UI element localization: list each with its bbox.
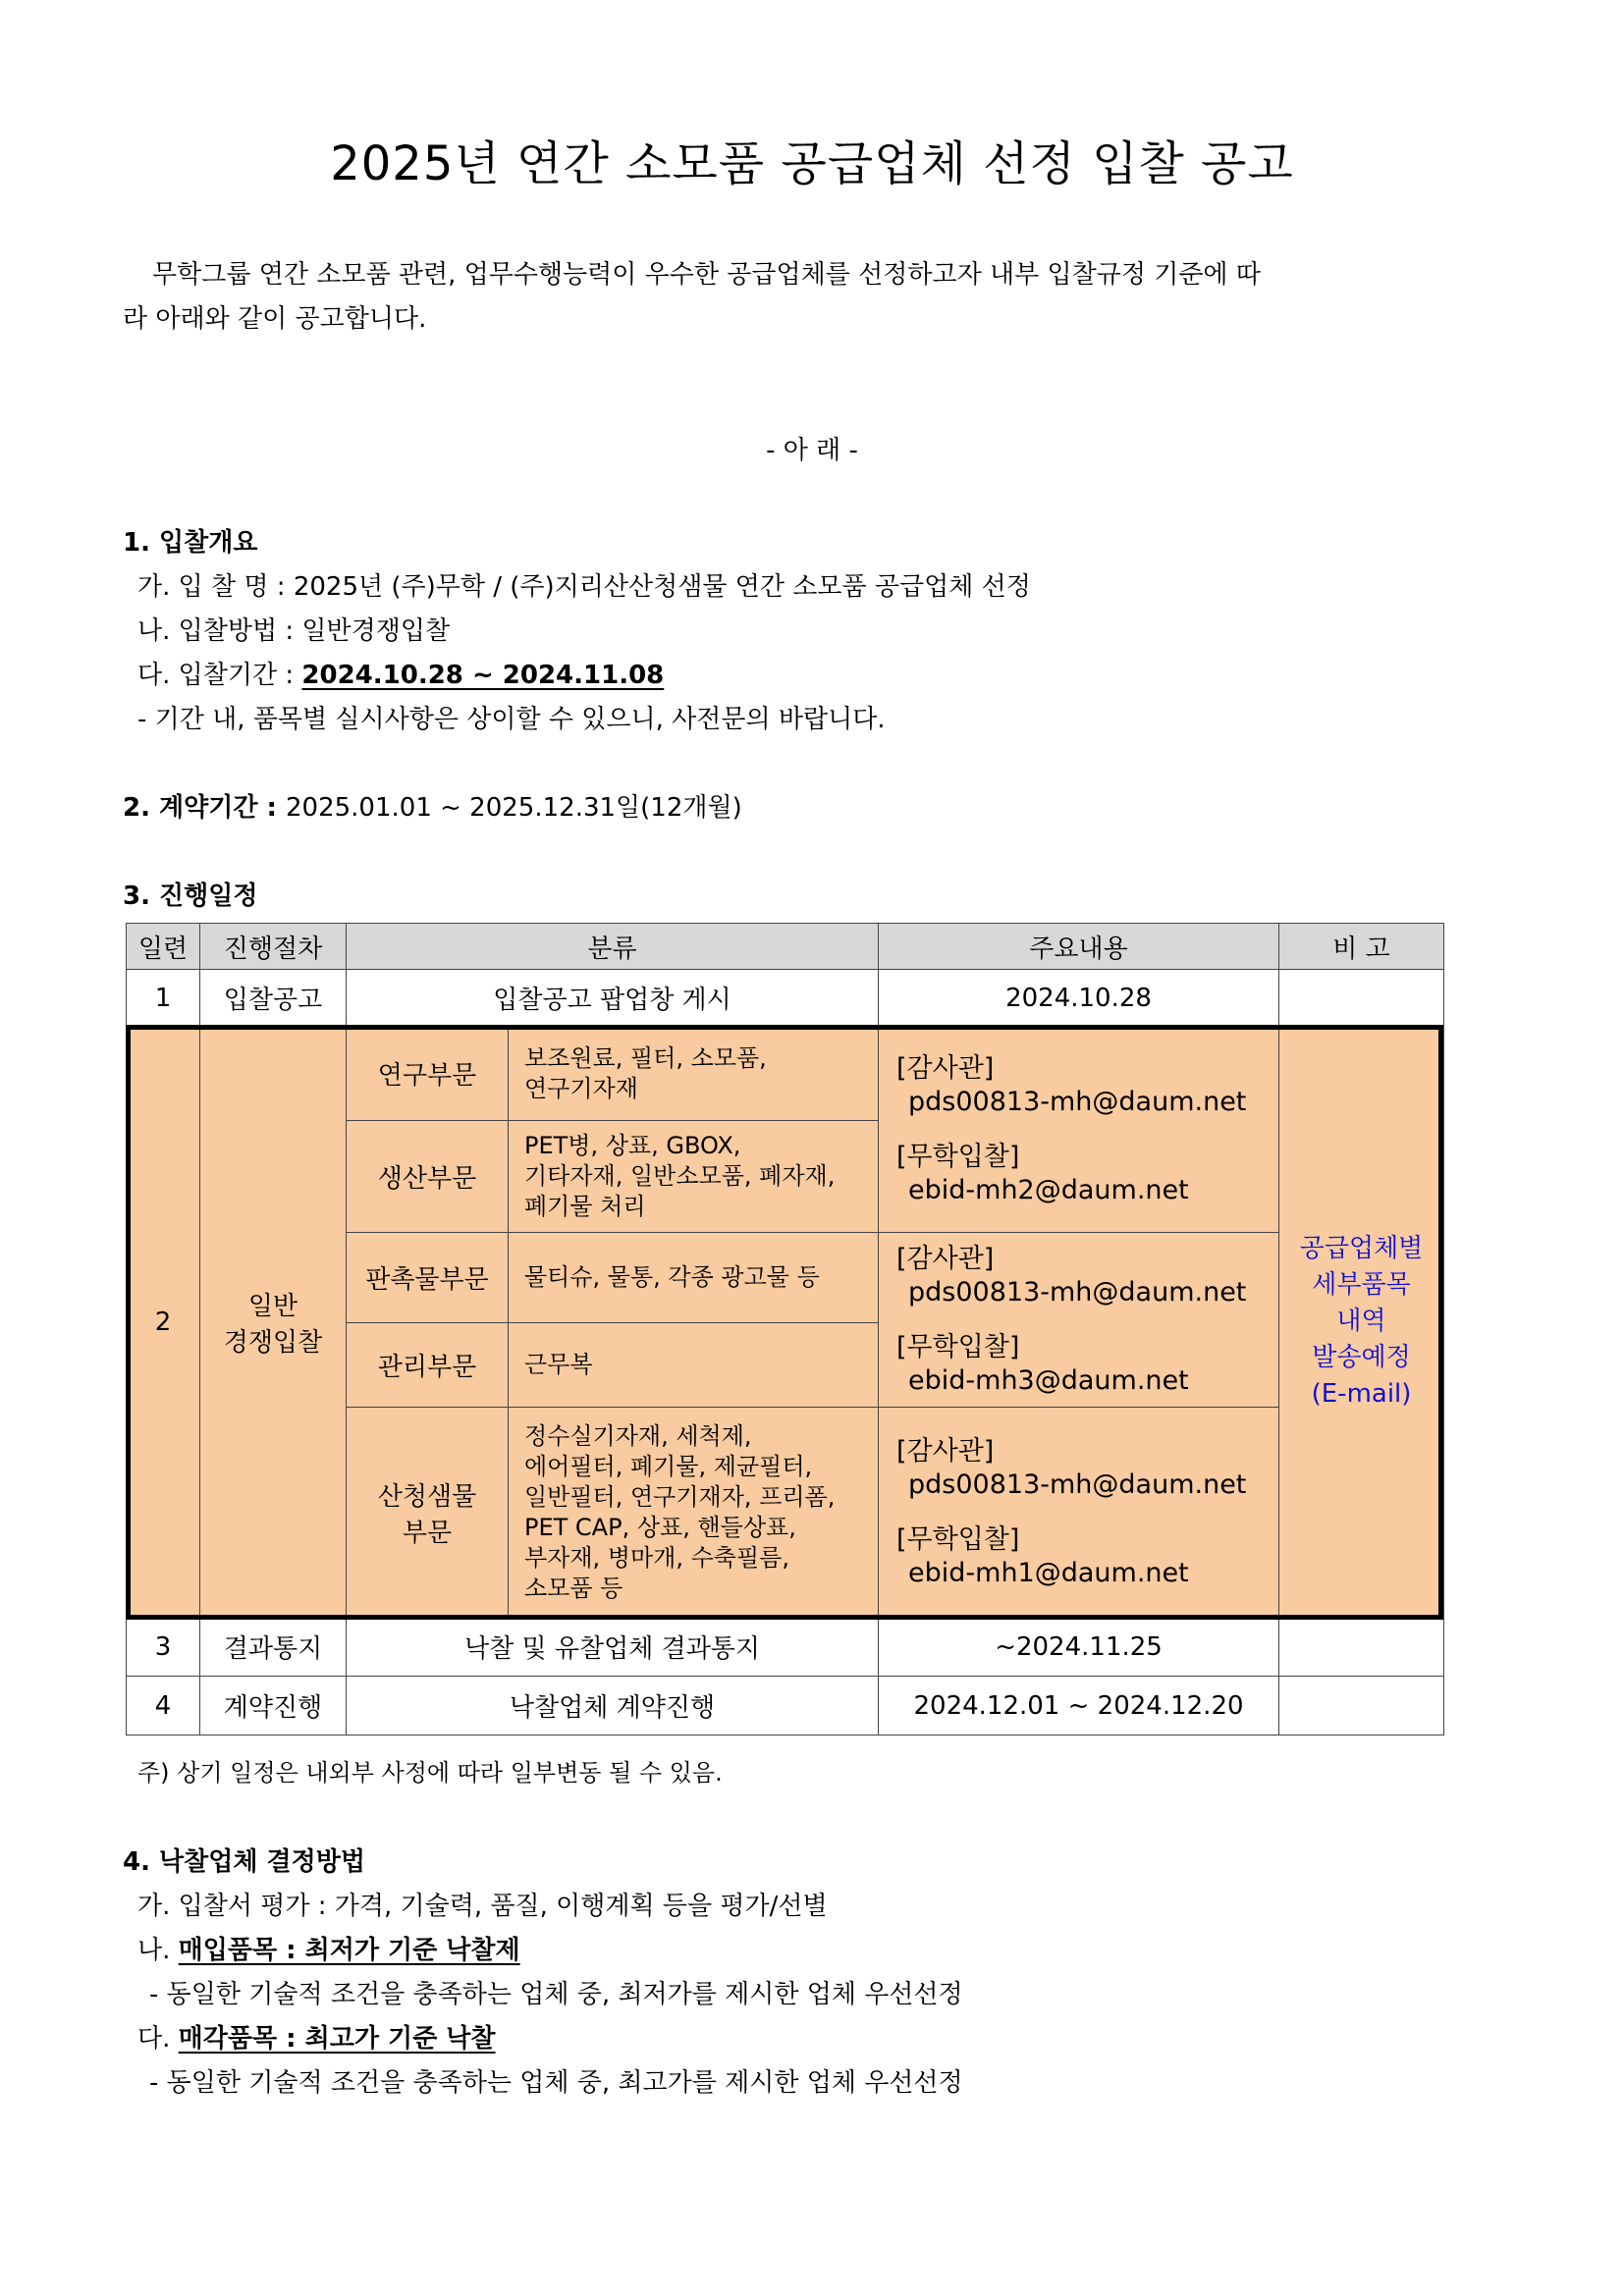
intro-line-1: 무학그룹 연간 소모품 관련, 업무수행능력이 우수한 공급업체를 선정하고자 내부 입찰규정 기준에 따 bbox=[152, 260, 1261, 290]
item-line: 에어필터, 폐기물, 제균필터, bbox=[524, 1452, 813, 1480]
contact-group-1 bbox=[879, 1027, 1279, 1233]
row1-category: 입찰공고 팝업창 게시 bbox=[347, 970, 879, 1027]
header-content: 주요내용 bbox=[879, 924, 1279, 970]
items-research bbox=[509, 1027, 879, 1121]
bid-period-label: 다. 입찰기간 : bbox=[137, 661, 302, 690]
row2-step-line2: 경쟁입찰 bbox=[223, 1327, 323, 1358]
remark-line: 공급업체별 bbox=[1299, 1234, 1424, 1263]
section2-heading: 2. 계약기간 : bbox=[123, 793, 286, 823]
row4-no: 4 bbox=[127, 1677, 200, 1735]
contact-label: [무학입찰] bbox=[896, 1331, 1020, 1362]
dept-line: 산청샘물 bbox=[377, 1481, 477, 1512]
notice-marker: - 아 래 - bbox=[766, 436, 858, 465]
item-line: 기타자재, 일반소모품, 폐자재, bbox=[524, 1162, 836, 1190]
bid-period bbox=[137, 655, 664, 691]
row3-remark bbox=[1279, 1618, 1444, 1677]
table-row bbox=[127, 1618, 1444, 1677]
remark-line: 발송예정 bbox=[1312, 1343, 1411, 1372]
table-row bbox=[127, 970, 1444, 1027]
section4-heading: 4. 낙찰업체 결정방법 bbox=[123, 1847, 365, 1877]
row2-step-line1: 일반 bbox=[247, 1291, 298, 1321]
bid-name-label: 가. 입 찰 명 : bbox=[137, 572, 294, 602]
item-line: 부자재, 병마개, 수축필름, bbox=[524, 1543, 789, 1572]
contact-group-2 bbox=[879, 1233, 1279, 1408]
header-category: 분류 bbox=[347, 924, 879, 970]
items-sancheong bbox=[509, 1408, 879, 1618]
evaluation-line: 가. 입찰서 평가 : 가격, 기술력, 품질, 이행계획 등을 평가/선별 bbox=[137, 1892, 828, 1921]
row3-no: 3 bbox=[127, 1618, 200, 1677]
bid-name bbox=[137, 566, 1031, 603]
row3-category: 낙찰 및 유찰업체 결과통지 bbox=[347, 1618, 879, 1677]
bid-period-note: - 기간 내, 품목별 실시사항은 상이할 수 있으니, 사전문의 바랍니다. bbox=[137, 705, 886, 734]
row2-step bbox=[200, 1027, 347, 1618]
contact-label: [무학입찰] bbox=[896, 1141, 1020, 1172]
contact-email: pds00813-mh@daum.net bbox=[908, 1086, 1247, 1117]
purchase-items-line bbox=[137, 1930, 520, 1966]
items-promotion bbox=[509, 1233, 879, 1323]
items-admin bbox=[509, 1323, 879, 1408]
bid-period-value: 2024.10.28 ~ 2024.11.08 bbox=[301, 661, 665, 690]
row1-step: 입찰공고 bbox=[200, 970, 347, 1027]
sale-note: - 동일한 기술적 조건을 충족하는 업체 중, 최고가를 제시한 업체 우선선정 bbox=[149, 2068, 963, 2098]
contact-label: [무학입찰] bbox=[896, 1523, 1020, 1555]
section3-heading: 3. 진행일정 bbox=[123, 881, 258, 911]
intro-paragraph bbox=[123, 253, 1448, 342]
contact-email: pds00813-mh@daum.net bbox=[908, 1276, 1247, 1308]
page-title: 2025년 연간 소모품 공급업체 선정 입찰 공고 bbox=[330, 136, 1294, 191]
bid-method-value: 일반경쟁입찰 bbox=[301, 616, 451, 646]
sale-prefix: 다. bbox=[137, 2024, 179, 2054]
intro-line-2: 라 아래와 같이 공고합니다. bbox=[123, 304, 427, 334]
dept-promotion: 판촉물부문 bbox=[347, 1233, 509, 1323]
row2-no: 2 bbox=[127, 1027, 200, 1618]
item-line: 근무복 bbox=[524, 1351, 593, 1378]
row4-category: 낙찰업체 계약진행 bbox=[347, 1677, 879, 1735]
dept-line: 부문 bbox=[402, 1518, 453, 1548]
item-line: PET병, 상표, GBOX, bbox=[524, 1132, 741, 1159]
contact-email: ebid-mh2@daum.net bbox=[908, 1174, 1189, 1205]
contact-label: [감사관] bbox=[896, 1435, 995, 1467]
dept-research: 연구부문 bbox=[347, 1027, 509, 1121]
contact-email: pds00813-mh@daum.net bbox=[908, 1468, 1247, 1500]
dept-admin: 관리부문 bbox=[347, 1323, 509, 1408]
row4-content: 2024.12.01 ~ 2024.12.20 bbox=[879, 1677, 1279, 1735]
header-no: 일련 bbox=[127, 924, 200, 970]
remark-line: 내역 bbox=[1336, 1307, 1386, 1336]
items-production bbox=[509, 1121, 879, 1233]
row3-step: 결과통지 bbox=[200, 1618, 347, 1677]
remark-line: 세부품목 bbox=[1312, 1270, 1411, 1300]
row4-step: 계약진행 bbox=[200, 1677, 347, 1735]
contact-label: [감사관] bbox=[896, 1243, 995, 1274]
remark-line: (E-mail) bbox=[1311, 1379, 1412, 1409]
item-line: PET CAP, 상표, 핸들상표, bbox=[524, 1513, 796, 1541]
table-row bbox=[127, 1027, 1444, 1121]
sale-items-label: 매각품목 : 최고가 기준 낙찰 bbox=[178, 2024, 496, 2054]
row1-content: 2024.10.28 bbox=[879, 970, 1279, 1027]
row4-remark bbox=[1279, 1677, 1444, 1735]
header-step: 진행절차 bbox=[200, 924, 347, 970]
contact-label: [감사관] bbox=[896, 1052, 995, 1084]
row3-content: ~2024.11.25 bbox=[879, 1618, 1279, 1677]
dept-production: 생산부문 bbox=[347, 1121, 509, 1233]
bid-name-value: 2025년 (주)무학 / (주)지리산산청샘물 연간 소모품 공급업체 선정 bbox=[293, 572, 1031, 602]
row2-remark bbox=[1279, 1027, 1444, 1618]
contract-period-value: 2025.01.01 ~ 2025.12.31일(12개월) bbox=[286, 793, 742, 823]
sale-items-line bbox=[137, 2018, 496, 2055]
bid-method bbox=[137, 611, 450, 647]
contact-email: ebid-mh3@daum.net bbox=[908, 1364, 1189, 1396]
dept-sancheong bbox=[347, 1408, 509, 1618]
bid-method-label: 나. 입찰방법 : bbox=[137, 616, 302, 646]
purchase-items-label: 매입품목 : 최저가 기준 낙찰제 bbox=[178, 1936, 520, 1965]
table-header-row bbox=[127, 924, 1444, 970]
item-line: 소모품 등 bbox=[524, 1574, 623, 1602]
item-line: 정수실기자재, 세척제, bbox=[524, 1421, 752, 1450]
item-line: 일반필터, 연구기재자, 프리폼, bbox=[524, 1482, 836, 1511]
header-remark: 비 고 bbox=[1279, 924, 1444, 970]
schedule-footnote: 주) 상기 일정은 내외부 사정에 따라 일부변동 될 수 있음. bbox=[137, 1759, 723, 1787]
purchase-prefix: 나. bbox=[137, 1936, 179, 1965]
contact-group-3 bbox=[879, 1408, 1279, 1618]
contact-email: ebid-mh1@daum.net bbox=[908, 1557, 1189, 1588]
row1-no: 1 bbox=[127, 970, 200, 1027]
item-line: 물티슈, 물통, 각종 광고물 등 bbox=[524, 1263, 820, 1291]
purchase-note: - 동일한 기술적 조건을 충족하는 업체 중, 최저가를 제시한 업체 우선선정 bbox=[149, 1980, 963, 2009]
section1-heading: 1. 입찰개요 bbox=[123, 528, 258, 558]
row1-remark bbox=[1279, 970, 1444, 1027]
item-line: 폐기물 처리 bbox=[524, 1193, 646, 1220]
item-line: 보조원료, 필터, 소모품, bbox=[524, 1043, 767, 1072]
contract-period bbox=[123, 787, 742, 824]
item-line: 연구기자재 bbox=[524, 1074, 638, 1102]
table-row bbox=[127, 1677, 1444, 1735]
schedule-table bbox=[126, 923, 1444, 1735]
